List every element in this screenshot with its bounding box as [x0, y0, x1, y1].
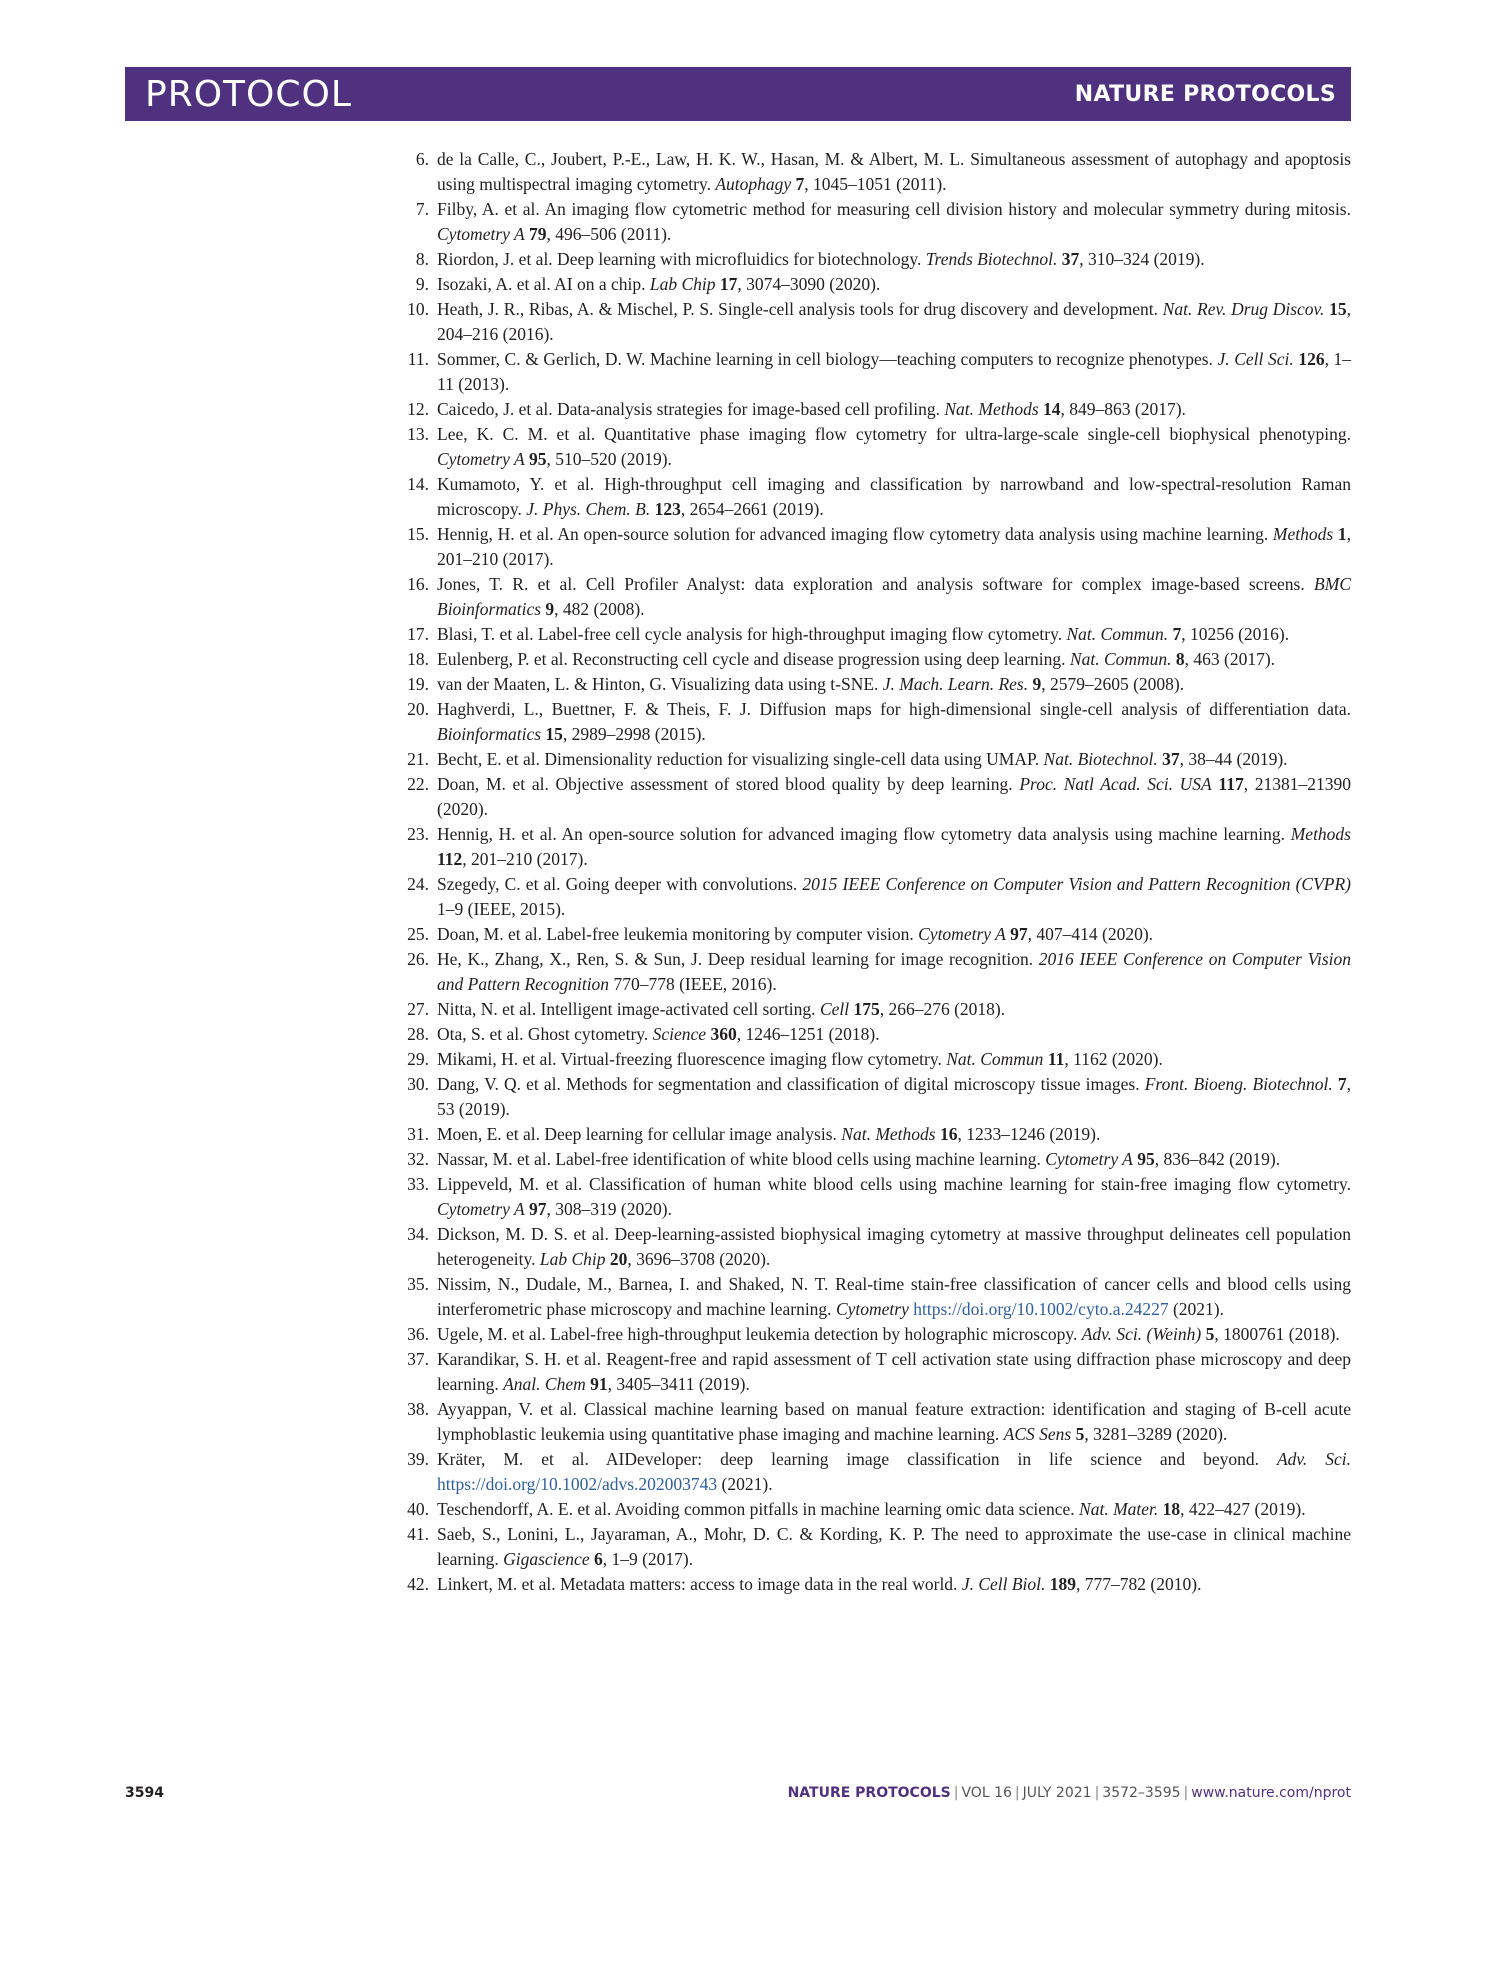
volume-number: 189 — [1049, 1574, 1077, 1594]
journal-title: Nat. Commun. — [1066, 624, 1169, 644]
journal-title: Front. Bioeng. Biotechnol. — [1144, 1074, 1333, 1094]
reference-text: Teschendorff, A. E. et al. Avoiding common pitfalls in machine learning omic data science. — [437, 1499, 1080, 1519]
reference-text: Hennig, H. et al. An open-source solution for advanced imaging flow cytometry data analysis using machine learning. — [437, 824, 1291, 844]
reference-number: 9. — [415, 274, 429, 294]
journal-title: Autophagy — [715, 174, 792, 194]
reference-number: 38. — [407, 1399, 429, 1419]
reference-text: Linkert, M. et al. Metadata matters: access to image data in the real world. — [437, 1574, 962, 1594]
reference-item — [395, 422, 1351, 472]
footer-url-link[interactable]: www.nature.com/nprot — [1191, 1785, 1351, 1801]
reference-number: 22. — [407, 774, 429, 794]
reference-item — [395, 1347, 1351, 1397]
reference-text: , 21381–21390 (2020). — [437, 774, 1352, 819]
footer-separator: | — [1094, 1785, 1100, 1801]
reference-number: 13. — [407, 424, 429, 444]
reference-text: Ota, S. et al. Ghost cytometry. — [437, 1024, 653, 1044]
journal-title: 2015 IEEE Conference on Computer Vision and Pattern Recognition (CVPR) — [802, 874, 1351, 894]
reference-text: , 266–276 (2018). — [879, 999, 1006, 1019]
journal-title: Nat. Commun — [946, 1049, 1044, 1069]
reference-number: 7. — [415, 199, 429, 219]
journal-title: ACS Sens — [1003, 1424, 1072, 1444]
reference-item — [395, 947, 1351, 997]
reference-number: 39. — [407, 1449, 429, 1469]
footer-separator: | — [1014, 1785, 1020, 1801]
reference-number: 17. — [407, 624, 429, 644]
reference-item — [395, 1122, 1351, 1147]
journal-title: Cell — [819, 999, 850, 1019]
reference-text: , 308–319 (2020). — [546, 1199, 672, 1219]
journal-title: Lab Chip — [539, 1249, 606, 1269]
journal-title: Cytometry A — [1045, 1149, 1133, 1169]
journal-title: Cytometry A — [437, 449, 525, 469]
reference-text: , 510–520 (2019). — [546, 449, 672, 469]
reference-text: , 201–210 (2017). — [462, 849, 588, 869]
volume-number: 9 — [545, 599, 555, 619]
volume-number: 112 — [437, 849, 463, 869]
volume-number: 37 — [1162, 749, 1180, 769]
reference-item — [395, 572, 1351, 622]
reference-text: , 407–414 (2020). — [1027, 924, 1154, 944]
reference-text: Riordon, J. et al. Deep learning with microfluidics for biotechnology. — [437, 249, 926, 269]
journal-title: J. Cell Biol. — [961, 1574, 1046, 1594]
reference-text: Moen, E. et al. Deep learning for cellular image analysis. — [437, 1124, 842, 1144]
reference-text: , 777–782 (2010). — [1076, 1574, 1202, 1594]
doi-link[interactable]: https://doi.org/10.1002/cyto.a.24227 — [913, 1299, 1169, 1319]
volume-number: 5 — [1205, 1324, 1215, 1344]
reference-text: Isozaki, A. et al. AI on a chip. — [437, 274, 650, 294]
journal-title: J. Phys. Chem. B. — [526, 499, 651, 519]
journal-title: Anal. Chem — [503, 1374, 586, 1394]
reference-text: Caicedo, J. et al. Data-analysis strategies for image-based cell profiling. — [437, 399, 945, 419]
reference-item — [395, 272, 1351, 297]
reference-number: 8. — [415, 249, 429, 269]
journal-title: Bioinformatics — [437, 724, 542, 744]
volume-number: 5 — [1075, 1424, 1085, 1444]
journal-title: Cytometry A — [918, 924, 1006, 944]
volume-number: 18 — [1162, 1499, 1181, 1519]
journal-banner — [125, 67, 1351, 121]
reference-item — [395, 297, 1351, 347]
journal-title: Nat. Biotechnol. — [1043, 749, 1158, 769]
reference-number: 33. — [407, 1174, 429, 1194]
reference-item — [395, 622, 1351, 647]
reference-number: 34. — [407, 1224, 429, 1244]
reference-number: 41. — [407, 1524, 429, 1544]
reference-number: 40. — [407, 1499, 429, 1519]
volume-number: 360 — [710, 1024, 737, 1044]
doi-link[interactable]: https://doi.org/10.1002/advs.202003743 — [437, 1474, 718, 1494]
volume-number: 6 — [593, 1549, 603, 1569]
reference-text: van der Maaten, L. & Hinton, G. Visualizing data using t-SNE. — [437, 674, 883, 694]
journal-title: Nat. Methods — [944, 399, 1039, 419]
volume-number: 14 — [1043, 399, 1061, 419]
reference-text: Becht, E. et al. Dimensionality reduction for visualizing single-cell data using UMAP. — [437, 749, 1044, 769]
volume-number: 79 — [529, 224, 547, 244]
reference-item — [395, 647, 1351, 672]
journal-title: Methods — [1272, 524, 1334, 544]
reference-text: Ayyappan, V. et al. Classical machine learning based on manual feature extraction: identification and staging of B-cell acute lymphoblastic leukemia using quantitative phase imaging and machine learning. — [437, 1399, 1351, 1444]
journal-title: Gigascience — [503, 1549, 590, 1569]
journal-title: Adv. Sci. — [1276, 1449, 1351, 1469]
reference-text: , 204–216 (2016). — [437, 299, 1351, 344]
volume-number: 7 — [1172, 624, 1182, 644]
reference-text: Saeb, S., Lonini, L., Jayaraman, A., Mohr, D. C. & Kording, K. P. The need to approximate the use-case in clinical machine learning. — [437, 1524, 1351, 1569]
reference-number: 26. — [407, 949, 429, 969]
reference-number: 27. — [407, 999, 429, 1019]
volume-number: 11 — [1047, 1049, 1065, 1069]
footer-journal: NATURE PROTOCOLS — [787, 1785, 951, 1801]
page-number: 3594 — [125, 1785, 164, 1801]
reference-number: 31. — [407, 1124, 429, 1144]
volume-number: 91 — [590, 1374, 608, 1394]
reference-item — [395, 1172, 1351, 1222]
reference-number: 11. — [407, 349, 429, 369]
journal-title: Nat. Rev. Drug Discov. — [1162, 299, 1325, 319]
journal-title: Nat. Methods — [841, 1124, 936, 1144]
reference-item — [395, 1022, 1351, 1047]
reference-item — [395, 872, 1351, 922]
reference-text: , 1162 (2020). — [1064, 1049, 1163, 1069]
reference-text: , 1045–1051 (2011). — [804, 174, 947, 194]
reference-item — [395, 672, 1351, 697]
reference-text: , 2989–2998 (2015). — [562, 724, 706, 744]
reference-text: , 53 (2019). — [437, 1074, 1351, 1119]
journal-title: Lab Chip — [649, 274, 716, 294]
reference-number: 6. — [415, 149, 429, 169]
reference-text: , 1233–1246 (2019). — [957, 1124, 1101, 1144]
volume-number: 17 — [719, 274, 738, 294]
reference-item — [395, 1047, 1351, 1072]
journal-name-header: NATURE PROTOCOLS — [1074, 81, 1336, 107]
volume-number: 7 — [795, 174, 805, 194]
journal-title: Nat. Commun. — [1069, 649, 1172, 669]
reference-number: 12. — [407, 399, 429, 419]
reference-item — [395, 347, 1351, 397]
reference-item — [395, 772, 1351, 822]
reference-item — [395, 472, 1351, 522]
volume-number: 37 — [1061, 249, 1080, 269]
reference-item — [395, 1322, 1351, 1347]
reference-text: , 1246–1251 (2018). — [736, 1024, 880, 1044]
reference-text: , 38–44 (2019). — [1179, 749, 1288, 769]
reference-text: , 3281–3289 (2020). — [1084, 1424, 1228, 1444]
journal-title: Proc. Natl Acad. Sci. USA — [1019, 774, 1212, 794]
journal-title: Methods — [1290, 824, 1351, 844]
reference-number: 25. — [407, 924, 429, 944]
reference-text: Szegedy, C. et al. Going deeper with convolutions. — [437, 874, 803, 894]
reference-text: , 496–506 (2011). — [546, 224, 672, 244]
journal-title: Trends Biotechnol. — [925, 249, 1058, 269]
reference-text: Doan, M. et al. Label-free leukemia monitoring by computer vision. — [437, 924, 919, 944]
journal-title: Cytometry A — [437, 224, 525, 244]
reference-text: Heath, J. R., Ribas, A. & Mischel, P. S. Single-cell analysis tools for drug discovery and development. — [437, 299, 1163, 319]
reference-text: , 3696–3708 (2020). — [627, 1249, 771, 1269]
reference-number: 42. — [407, 1574, 429, 1594]
volume-number: 175 — [853, 999, 880, 1019]
reference-text: He, K., Zhang, X., Ren, S. & Sun, J. Deep residual learning for image recognition. — [437, 949, 1039, 969]
reference-text: Jones, T. R. et al. Cell Profiler Analyst: data exploration and analysis software for complex image-based screens. — [437, 574, 1315, 594]
reference-item — [395, 1222, 1351, 1272]
reference-text: , 1–11 (2013). — [437, 349, 1352, 394]
reference-list — [395, 147, 1351, 1597]
volume-number: 97 — [1010, 924, 1028, 944]
reference-text: Eulenberg, P. et al. Reconstructing cell cycle and disease progression using deep learning. — [437, 649, 1070, 669]
reference-text: Nitta, N. et al. Intelligent image-activated cell sorting. — [437, 999, 820, 1019]
reference-text: , 310–324 (2019). — [1079, 249, 1205, 269]
reference-text: , 463 (2017). — [1184, 649, 1276, 669]
reference-text: 770–778 (IEEE, 2016). — [609, 974, 777, 994]
journal-title: Cytometry — [835, 1299, 909, 1319]
article-type-label: PROTOCOL — [145, 73, 352, 115]
volume-number: 126 — [1298, 349, 1325, 369]
reference-text: , 1–9 (2017). — [602, 1549, 694, 1569]
reference-text: , 201–210 (2017). — [437, 524, 1352, 569]
reference-text: Blasi, T. et al. Label-free cell cycle analysis for high-throughput imaging flow cytometry. — [437, 624, 1067, 644]
reference-number: 10. — [407, 299, 429, 319]
footer-separator: | — [953, 1785, 959, 1801]
reference-item — [395, 922, 1351, 947]
reference-number: 16. — [407, 574, 429, 594]
reference-number: 35. — [407, 1274, 429, 1294]
reference-text: 1–9 (IEEE, 2015). — [437, 899, 566, 919]
reference-number: 29. — [407, 1049, 429, 1069]
reference-text: , 482 (2008). — [554, 599, 645, 619]
reference-text: Haghverdi, L., Buettner, F. & Theis, F. J. Diffusion maps for high-dimensional single-cell analysis of differentiation data. — [437, 699, 1351, 719]
reference-number: 23. — [407, 824, 429, 844]
volume-number: 123 — [654, 499, 681, 519]
volume-number: 117 — [1218, 774, 1244, 794]
footer-volume: VOL 16 — [961, 1785, 1012, 1801]
reference-item — [395, 747, 1351, 772]
reference-text: , 3074–3090 (2020). — [737, 274, 881, 294]
volume-number: 8 — [1175, 649, 1185, 669]
reference-number: 30. — [407, 1074, 429, 1094]
footer-separator: | — [1183, 1785, 1189, 1801]
reference-item — [395, 1272, 1351, 1322]
volume-number: 97 — [529, 1199, 547, 1219]
journal-title: Cytometry A — [437, 1199, 525, 1219]
reference-text: (2021). — [1168, 1299, 1224, 1319]
reference-item — [395, 1572, 1351, 1597]
reference-number: 19. — [407, 674, 429, 694]
reference-text: Nissim, N., Dudale, M., Barnea, I. and Shaked, N. T. Real-time stain-free classification of cancer cells and blood cells using interferometric phase microscopy and machine learning. — [437, 1274, 1351, 1319]
reference-item — [395, 1397, 1351, 1447]
reference-item — [395, 1072, 1351, 1122]
reference-number: 37. — [407, 1349, 429, 1369]
reference-text: Mikami, H. et al. Virtual-freezing fluorescence imaging flow cytometry. — [437, 1049, 947, 1069]
reference-item — [395, 247, 1351, 272]
page-footer — [125, 1785, 1351, 1809]
reference-text: Dickson, M. D. S. et al. Deep-learning-assisted biophysical imaging cytometry at massive throughput delineates cell population heterogeneity. — [437, 1224, 1351, 1269]
journal-title: BMC Bioinformatics — [437, 574, 1351, 619]
reference-text: Sommer, C. & Gerlich, D. W. Machine learning in cell biology—teaching computers to recognize phenotypes. — [437, 349, 1218, 369]
footer-date: JULY 2021 — [1022, 1785, 1092, 1801]
reference-text: , 422–427 (2019). — [1180, 1499, 1306, 1519]
reference-item — [395, 147, 1351, 197]
footer-pages: 3572–3595 — [1102, 1785, 1181, 1801]
reference-item — [395, 522, 1351, 572]
volume-number: 95 — [529, 449, 547, 469]
volume-number: 15 — [545, 724, 563, 744]
reference-text: , 2654–2661 (2019). — [680, 499, 824, 519]
volume-number: 1 — [1337, 524, 1347, 544]
reference-item — [395, 197, 1351, 247]
reference-text: Lee, K. C. M. et al. Quantitative phase imaging flow cytometry for ultra-large-scale single-cell biophysical phenotyping. — [437, 424, 1351, 444]
reference-number: 28. — [407, 1024, 429, 1044]
reference-number: 36. — [407, 1324, 429, 1344]
volume-number: 7 — [1337, 1074, 1347, 1094]
reference-item — [395, 997, 1351, 1022]
reference-number: 15. — [407, 524, 429, 544]
journal-title: J. Mach. Learn. Res. — [882, 674, 1029, 694]
reference-item — [395, 397, 1351, 422]
reference-number: 32. — [407, 1149, 429, 1169]
reference-text: Kräter, M. et al. AIDeveloper: deep learning image classification in life science and beyond. — [437, 1449, 1277, 1469]
volume-number: 95 — [1137, 1149, 1155, 1169]
reference-item — [395, 822, 1351, 872]
footer-citation — [788, 1785, 1351, 1801]
reference-item — [395, 1447, 1351, 1497]
reference-item — [395, 1147, 1351, 1172]
reference-text: Dang, V. Q. et al. Methods for segmentation and classification of digital microscopy tissue images. — [437, 1074, 1145, 1094]
reference-item — [395, 1497, 1351, 1522]
journal-title: Adv. Sci. (Weinh) — [1081, 1324, 1202, 1344]
reference-text: Lippeveld, M. et al. Classification of human white blood cells using machine learning for stain-free imaging flow cytometry. — [437, 1174, 1351, 1194]
reference-text: , 1800761 (2018). — [1214, 1324, 1340, 1344]
journal-title: J. Cell Sci. — [1217, 349, 1294, 369]
reference-text: Ugele, M. et al. Label-free high-throughput leukemia detection by holographic microscopy. — [437, 1324, 1082, 1344]
reference-number: 20. — [407, 699, 429, 719]
reference-text: Filby, A. et al. An imaging flow cytometric method for measuring cell division history and molecular symmetry during mitosis. — [437, 199, 1351, 219]
reference-text: Hennig, H. et al. An open-source solution for advanced imaging flow cytometry data analysis using machine learning. — [437, 524, 1273, 544]
volume-number: 16 — [939, 1124, 958, 1144]
reference-number: 18. — [407, 649, 429, 669]
volume-number: 15 — [1329, 299, 1347, 319]
reference-text: (2021). — [717, 1474, 773, 1494]
reference-number: 14. — [407, 474, 429, 494]
reference-text: , 849–863 (2017). — [1060, 399, 1186, 419]
reference-text: Doan, M. et al. Objective assessment of stored blood quality by deep learning. — [437, 774, 1020, 794]
reference-text: , 836–842 (2019). — [1154, 1149, 1281, 1169]
reference-text: , 2579–2605 (2008). — [1041, 674, 1185, 694]
journal-title: Science — [652, 1024, 707, 1044]
reference-item — [395, 697, 1351, 747]
volume-number: 20 — [609, 1249, 628, 1269]
reference-item — [395, 1522, 1351, 1572]
reference-text: Karandikar, S. H. et al. Reagent-free and rapid assessment of T cell activation state using diffraction phase microscopy and deep learning. — [437, 1349, 1351, 1394]
reference-text: , 3405–3411 (2019). — [607, 1374, 750, 1394]
volume-number: 9 — [1032, 674, 1042, 694]
reference-number: 24. — [407, 874, 429, 894]
reference-text: , 10256 (2016). — [1181, 624, 1290, 644]
journal-title: Nat. Mater. — [1079, 1499, 1159, 1519]
reference-text: de la Calle, C., Joubert, P.-E., Law, H. K. W., Hasan, M. & Albert, M. L. Simultaneous assessment of autophagy and apoptosis using multispectral imaging cytometry. — [437, 149, 1351, 194]
reference-text: Nassar, M. et al. Label-free identification of white blood cells using machine learning. — [437, 1149, 1046, 1169]
reference-text: Kumamoto, Y. et al. High-throughput cell imaging and classification by narrowband and low-spectral-resolution Raman microscopy. — [437, 474, 1351, 519]
reference-number: 21. — [407, 749, 429, 769]
journal-title: 2016 IEEE Conference on Computer Vision and Pattern Recognition — [437, 949, 1352, 994]
